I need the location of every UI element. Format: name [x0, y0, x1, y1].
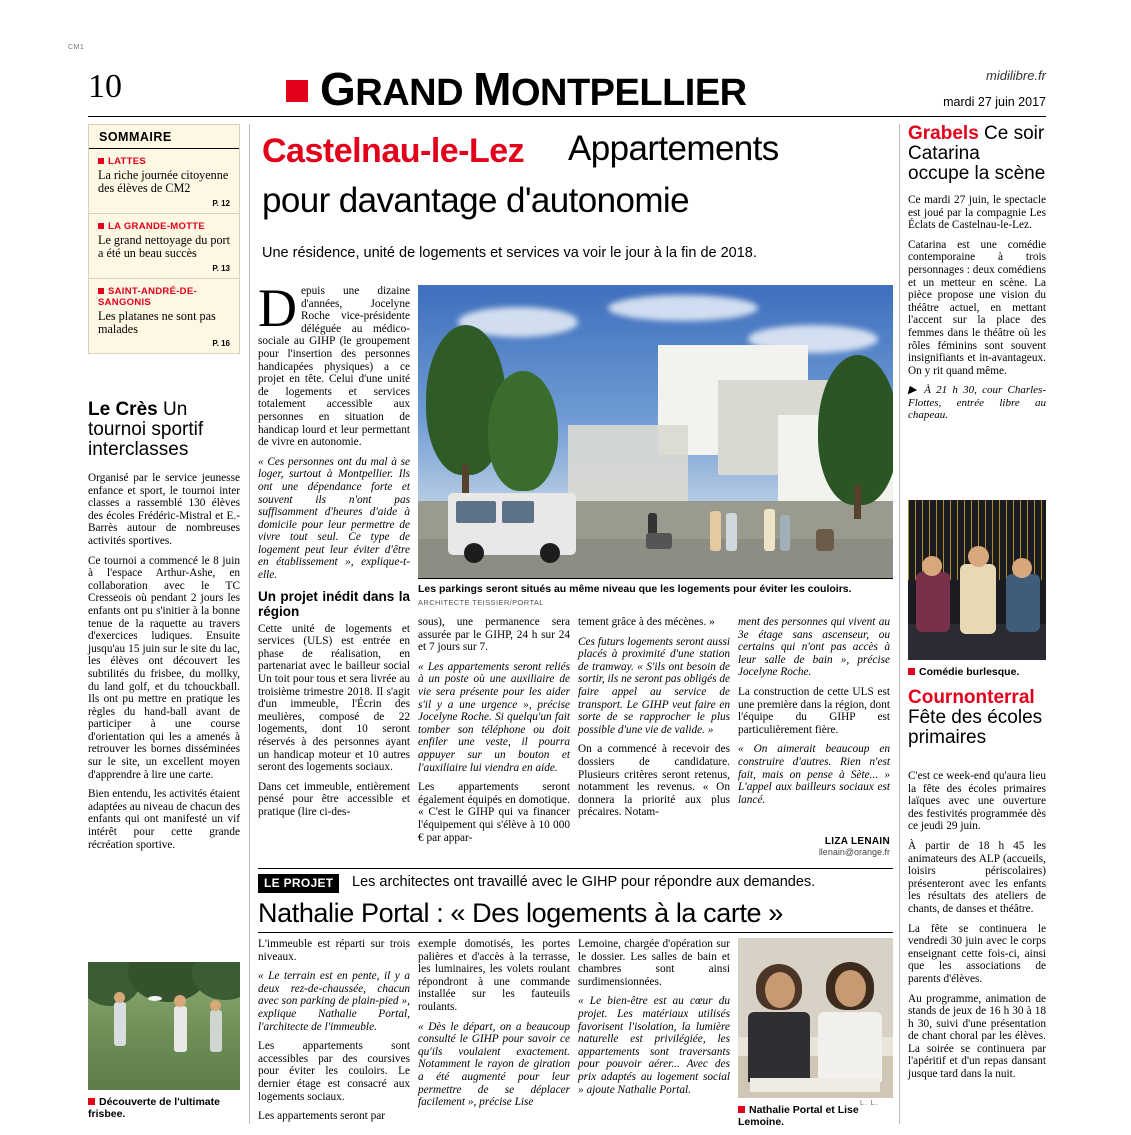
section-title: [320, 62, 747, 116]
bullet-square-icon: [98, 158, 104, 164]
paragraph-with-dropcap: [258, 278, 410, 449]
page-number: 10: [88, 68, 122, 105]
red-square-icon: [286, 80, 308, 102]
paragraph: Catarina est une comédie contemporaine à trois personnages : deux comédiens et un metteur en scène. La pièce propose une vision du théâtre actuel, en mettant l'accent sur la place des femmes dans le théâtre où les rôles féminins sont souvent insignifiants et in-avantageux. On y rit quand même.: [908, 238, 1046, 377]
column-divider: [899, 124, 900, 1124]
paragraph: On a commencé à recevoir des dossiers de candidature. Plusieurs critères seront retenus, notamment les revenus. « On donnera la priorité aux plus précaires. Notam-: [578, 743, 730, 819]
paragraph: Ce mardi 27 juin, le spectacle est joué par la compagnie Les Éclats de Castelnau-le-Lez.: [908, 194, 1046, 232]
caption-text: Nathalie Portal et Lise Lemoine.: [738, 1104, 859, 1128]
person-head: [765, 972, 795, 1008]
sommaire-item-kicker-text: LA GRANDE-MOTTE: [108, 220, 206, 232]
sommaire-item-kicker: [98, 221, 230, 232]
paragraph: « Dès le départ, on a beaucoup consulté le GIHP pour savoir ce qu'ils voulaient exactement. Notamment le rayon de giration a été augmenté pour leur permettre de se déplacer facilement », précise Lise: [418, 1020, 570, 1109]
paragraph: Ce tournoi a commencé le 8 juin à l'espace Arthur-Ashe, en collaboration avec le TC Cresseois où pendant 2 jours les enfants ont pu s'initier à la bonne tenue de la raquette au travers d'exercices ludiques. Ensuite jusqu'au 15 juin sur le site du lac, les élèves ont découvert les subtilités du frisbee, du mollky, du land golf, et du tchouckball. Ils ont pu mettre en pratique les règles du hand-ball avant de participer à une course d'orientation qui les a amenés à retrouver les bornes disséminées sur le site, un excellent moyen d'apprendre à lire une carte.: [88, 554, 240, 781]
masthead-rule: [88, 116, 1046, 117]
sommaire-item-text: Le grand nettoyage du port a été un beau succès: [98, 232, 230, 261]
paragraph: Organisé par le service jeunesse enfance et sport, le tournoi inter classes a rassemblé 130 élèves des écoles Frédéric-Mistral et E.-Barrès autour de nombreuses activités sportives.: [88, 472, 240, 547]
sommaire-item-page: P. 12: [212, 198, 230, 208]
projet-column-3: [578, 938, 730, 1103]
sommaire-item[interactable]: [89, 149, 239, 214]
sommaire-item-text: Les platanes ne sont pas malades: [98, 308, 216, 337]
tree-trunk-shape: [854, 485, 861, 519]
sommaire-item-page: P. 13: [212, 263, 230, 273]
main-standfirst: Une résidence, unité de logements et services va voir le jour à la fin de 2018.: [262, 245, 757, 261]
right-rail: [908, 124, 1046, 429]
bullet-square-icon: [88, 1098, 95, 1105]
rail1-title: Ce soir Catarina occupe la scène: [908, 123, 1046, 184]
paragraph: La fête se continuera le vendredi 30 juin avec le corps enseignant cette fois-ci, ainsi que les associations de parents d'élèves.: [908, 922, 1046, 985]
bullet-square-icon: [908, 668, 915, 675]
dog-shape: [816, 529, 834, 551]
performer-head: [1012, 558, 1032, 578]
wheel-shape: [540, 543, 560, 563]
paragraph: « Le terrain est en pente, il y a deux rez-de-chaussée, chacun avec son parking de plain-pied », explique Nathalie Portal, l'architecte de l'immeuble.: [258, 970, 410, 1033]
bullet-square-icon: [98, 223, 104, 229]
sommaire-box: [88, 124, 240, 354]
site-name: midilibre.fr: [986, 68, 1046, 83]
person-head: [210, 1000, 221, 1011]
person-shape: [174, 1006, 187, 1052]
tree-shape: [818, 355, 893, 505]
caption-text: Comédie burlesque.: [919, 666, 1020, 678]
lecres-body: [88, 472, 240, 858]
rail2-kicker: Cournonterral: [908, 687, 1035, 708]
caption-text: Découverte de l'ultimate frisbee.: [88, 1096, 220, 1120]
sommaire-item-kicker: [98, 286, 230, 308]
person-body: [748, 1012, 810, 1082]
sommaire-item[interactable]: [89, 279, 239, 354]
frisbee-shape: [148, 996, 162, 1001]
paragraph: exemple domotisés, les portes palières et d'accès à la terrasse, les luminaires, les volets roulant répondront à une commande installée sur les fauteuils roulants.: [418, 938, 570, 1013]
rail1-body: [908, 194, 1046, 422]
lecres-title-block: [88, 400, 240, 460]
performer-shape: [916, 572, 950, 632]
paragraph: « On aimerait beaucoup en construire d'autres. Rien n'est fait, mais on pense à Sète... » L'appel aux bailleurs sociaux est lancé.: [738, 743, 890, 806]
lecres-title: Un tournoi sportif interclasses: [88, 399, 204, 460]
bullet-square-icon: [738, 1106, 745, 1113]
projet-rule-top: [258, 868, 893, 869]
lecres-kicker: Le Crès: [88, 399, 158, 420]
projet-tag: LE PROJET: [258, 874, 339, 893]
paragraph: Au programme, animation de stands de jeux de 16 h 30 à 18 h 30, suivi d'une présentation de chant choral par les élèves. La soirée se continuera par l'apéritif et d'un repas dansant jusque tard dans la nuit.: [908, 992, 1046, 1081]
performer-head: [922, 556, 942, 576]
brand-block: [943, 68, 1046, 109]
column-divider: [249, 124, 250, 1124]
person-shape: [726, 513, 737, 551]
paragraph: C'est ce week-end qu'aura lieu la fête des écoles primaires laïques avec une ouverture des festivités programmée dès ce jeudi 29 juin.: [908, 770, 1046, 833]
section-title-word2-initial: M: [473, 63, 511, 115]
paragraph: « Le bien-être est au cœur du projet. Les matériaux utilisés favorisent l'isolation, la lumière naturelle est privilégiée, les appartements sont traversants pour pouvoir aérer... Avec des prix adaptés au logement social » ajoute Nathalie Portal.: [578, 995, 730, 1096]
person-shape: [764, 509, 775, 551]
sommaire-item-kicker: [98, 156, 230, 167]
portal-photo: [738, 938, 893, 1098]
performer-shape: [960, 564, 996, 634]
person-head: [174, 995, 186, 1007]
paragraph: Cette unité de logements et services (ULS) est entrée en phase de réalisation, en partenariat avec le bailleur social Un toit pour tous et sera livrée au troisième trimestre 2018. Il s'agit d'un immeuble, l'Écrin des meulières, composé de 22 logements, dont 10 seront réservés à des personnes ayant un handicap moteur et 10 autres seront des logements sociaux.: [258, 622, 410, 774]
main-photo-credit: ARCHITECTE TEISSIER/PORTAL: [418, 598, 544, 607]
projet-rule-bottom: [258, 932, 893, 933]
rail2-body: [908, 770, 1046, 1088]
paragraph: Les appartements sont accessibles par des coursives pour éviter les couloirs. Le dernier étage est consacré aux logements sociaux.: [258, 1040, 410, 1103]
section-title-word1: RAND: [355, 72, 464, 114]
paper-shape: [750, 1078, 880, 1092]
projet-title: Nathalie Portal : « Des logements à la carte »: [258, 898, 783, 928]
photo-rule: [418, 578, 893, 579]
projet-column-2: [418, 938, 570, 1116]
sommaire-item-text: La riche journée citoyenne des élèves de CM2: [98, 168, 229, 196]
paragraph: Dans cet immeuble, entièrement pensé pour être accessible et pratique (lire ci-des-: [258, 780, 410, 818]
portal-photo-caption: [738, 1104, 893, 1128]
person-shape: [210, 1010, 222, 1052]
wheel-shape: [464, 543, 484, 563]
paragraph: La construction de cette ULS est une première dans la région, dont l'équipe du GIHP est particulièrement fière.: [738, 685, 890, 736]
bullet-square-icon: [98, 288, 104, 294]
main-column-3: [578, 616, 730, 826]
paragraph: tement grâce à des mécènes. »: [578, 616, 715, 628]
masthead: [88, 63, 1046, 115]
person-shape: [780, 515, 790, 551]
rail1-kicker: Grabels: [908, 123, 979, 144]
performer-head: [968, 546, 989, 567]
van-window: [456, 501, 496, 523]
rail1-info: ▶ À 21 h 30, cour Charles-Flottes, entrée libre au chapeau.: [908, 384, 1046, 422]
rail2-title-block: [908, 688, 1046, 748]
cloud-shape: [608, 295, 758, 321]
paragraph: Ces futurs logements seront aussi placés à proximité d'une station de tramway. « S'ils ont besoin de sortir, ils ne seront pas obligés de faire appel au service de transport. Le GIHP veut faire en sorte de se rapprocher le plus possible d'une vie de valide. »: [578, 635, 730, 736]
issue-date: mardi 27 juin 2017: [943, 95, 1046, 109]
byline-email: llenain@orange.fr: [818, 847, 890, 857]
main-headline-line1: Appartements: [568, 129, 779, 168]
main-photo: [418, 285, 893, 579]
main-photo-caption: Les parkings seront situés au même niveau que les logements pour éviter les couloirs.: [418, 583, 852, 595]
paragraph: Lemoine, chargée d'opération sur le dossier. Les salles de bain et chambres sont ainsi surdimensionnées.: [578, 938, 730, 988]
portal-photo-credit: L. L.: [860, 1100, 879, 1107]
projet-column-1: [258, 938, 410, 1130]
main-column-4: [738, 616, 890, 813]
rail2-title: Fête des écoles primaires: [908, 707, 1043, 748]
section-title-word2: ONTPELLIER: [510, 72, 747, 114]
person-shape: [710, 511, 721, 551]
frisbee-photo: [88, 962, 240, 1090]
sommaire-item-kicker-text: SAINT-ANDRÉ-DE-SANGONIS: [98, 285, 197, 308]
paragraph: sous), une permanence sera assurée par le GIHP, 24 h sur 24 et 7 jours sur 7.: [418, 616, 570, 654]
byline: [738, 836, 890, 857]
rail1-title-block: [908, 124, 1046, 184]
wheelchair-shape: [646, 533, 672, 549]
paragraph: Bien entendu, les activités étaient adaptées au niveau de chacun des enfants qui ont manifesté un vif intérêt pour cette grande récréation sportive.: [88, 788, 240, 851]
main-subheading: Un projet inédit dans la région: [258, 588, 410, 619]
drop-cap: D: [258, 278, 297, 338]
theatre-photo: [908, 500, 1046, 660]
byline-name: LIZA LENAIN: [824, 836, 890, 847]
paragraph-text: epuis une dizaine d'années, Jocelyne Roche vice-présidente déléguée au médico-sociale au GIHP (le groupement pour l'insertion des personnes handicapées physiques) a ce projet en tête. Celui d'une unité de logements et services totalement accessible aux personnes en situation de handicap lourd et leur permettant de vivre en autonomie.: [258, 285, 410, 449]
theatre-photo-caption: [908, 666, 1046, 678]
paragraph: « Les appartements seront reliés à un poste où une auxiliaire de vie sera présente pour les aider s'il y a une urgence », précise Jocelyne Roche. Si quelqu'un fait tomber son téléphone ou doit enfiler une veste, il pourra appuyer sur un bouton et l'auxiliaire lui viendra en aide.: [418, 660, 570, 774]
paragraph: Les appartements seront par: [258, 1110, 386, 1123]
building-shape: [568, 425, 688, 505]
corner-mark: CM1: [68, 44, 85, 51]
paragraph: À partir de 18 h 45 les animateurs des ALP (accueils, loisirs périscolaires) présenteront avec les enfants les résultats des ateliers de chants, de danses et théâtre.: [908, 839, 1046, 915]
person-body: [818, 1012, 882, 1082]
projet-intro: Les architectes ont travaillé avec le GIHP pour répondre aux demandes.: [352, 874, 816, 890]
person-head: [835, 970, 866, 1007]
sommaire-heading: SOMMAIRE: [89, 125, 239, 149]
sommaire-item-page: P. 16: [212, 339, 230, 349]
paragraph: L'immeuble est réparti sur trois niveaux.: [258, 938, 410, 963]
section-title-word1-initial: G: [320, 63, 356, 115]
sommaire-item-kicker-text: LATTES: [108, 156, 147, 167]
performer-shape: [1006, 574, 1040, 632]
paragraph: « Ces personnes ont du mal à se loger, surtout à Montpellier. Ils ont une dépendance forte et souvent ils n'ont pas suffisamment d'heures d'aide à domicile pour leur permettre de vivre tout seul. Ce type de logement peut leur éviter d'être en établissement », explique-t-elle.: [258, 455, 410, 582]
main-kicker: Castelnau-le-Lez: [262, 132, 525, 170]
tree-shape: [488, 371, 558, 491]
main-column-2: [418, 616, 570, 851]
person-shape: [114, 1002, 126, 1046]
main-headline-line2: pour davantage d'autonomie: [262, 181, 689, 220]
paragraph: ment des personnes qui vivent au 3e étage sans ascenseur, ou certains qui n'ont pas accès à leur salle de bain », précise Jocelyne Roche.: [738, 616, 890, 679]
main-column-1: [258, 278, 410, 826]
person-head: [114, 992, 125, 1003]
sommaire-item[interactable]: [89, 214, 239, 279]
paragraph: Les appartements seront également équipés en domotique. « C'est le GIHP qui va financer l'équipement qui s'élève à 10 000 € par appar-: [418, 781, 570, 844]
frisbee-photo-caption: [88, 1096, 240, 1120]
van-window: [502, 501, 534, 523]
